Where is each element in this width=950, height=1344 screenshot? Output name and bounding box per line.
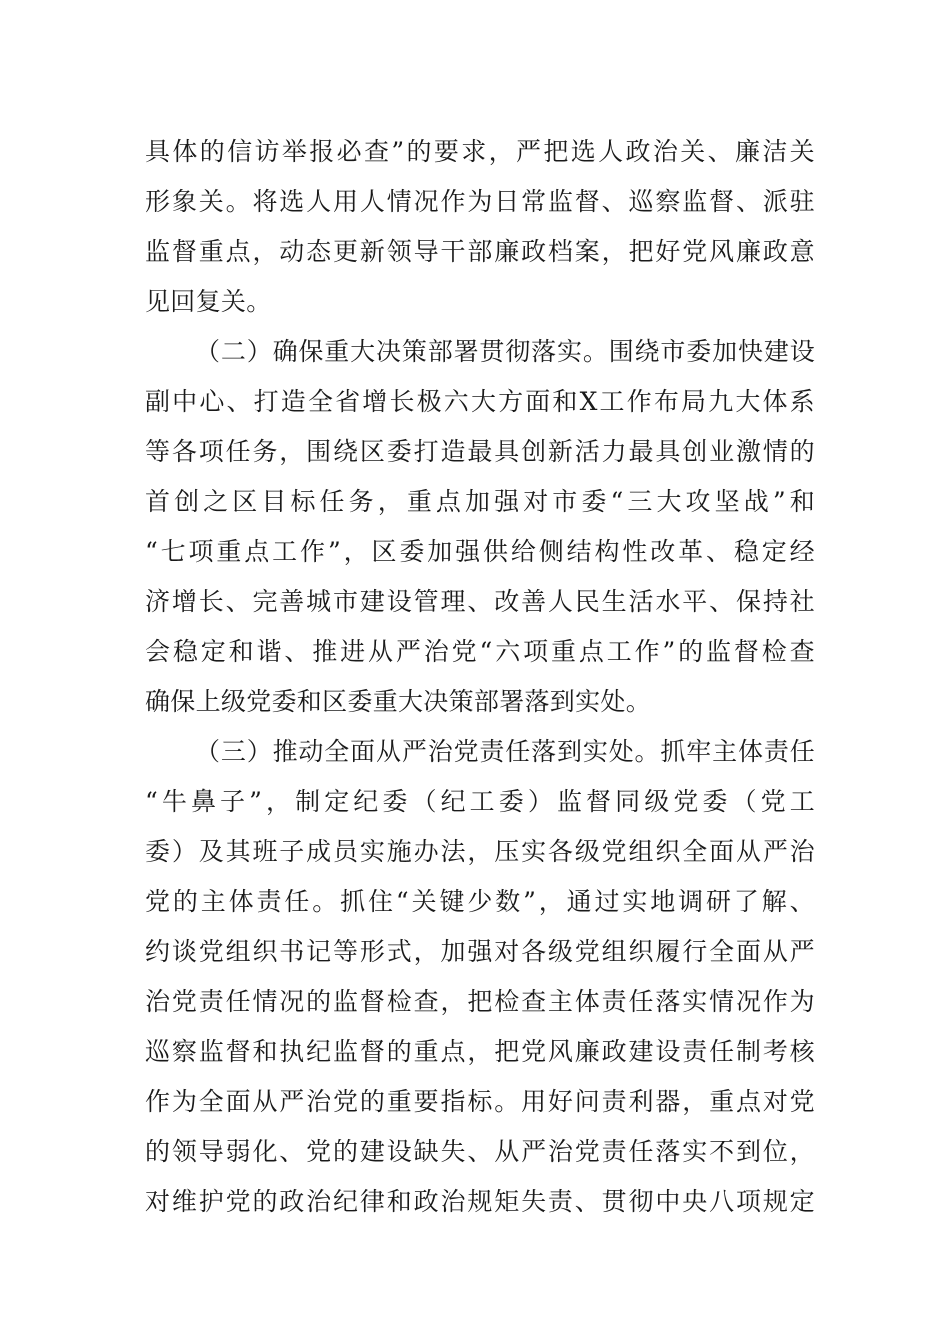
text-line: 具体的信访举报必查”的要求，严把选人政治关、廉洁关 (145, 137, 815, 166)
text-line: 治党责任情况的监督检查，把检查主体责任落实情况作为 (145, 987, 815, 1016)
text-line: 党的主体责任。抓住“关键少数”，通过实地调研了解、 (145, 887, 815, 916)
text-line: 委）及其班子成员实施办法，压实各级党组织全面从严治 (145, 837, 815, 866)
text-line: 约谈党组织书记等形式，加强对各级党组织履行全面从严 (145, 937, 815, 966)
text-line: 形象关。将选人用人情况作为日常监督、巡察监督、派驻 (145, 187, 815, 216)
text-line: 会稳定和谐、推进从严治党“六项重点工作”的监督检查 (145, 637, 815, 666)
text-line: 巡察监督和执纪监督的重点，把党风廉政建设责任制考核 (145, 1037, 815, 1066)
text-line: 作为全面从严治党的重要指标。用好问责利器，重点对党 (145, 1087, 815, 1116)
text-line: 的领导弱化、党的建设缺失、从严治党责任落实不到位， (145, 1137, 815, 1166)
text-line: 对维护党的政治纪律和政治规矩失责、贯彻中央八项规定 (145, 1187, 815, 1216)
text-line: 济增长、完善城市建设管理、改善人民生活水平、保持社 (145, 587, 815, 616)
text-line: 监督重点，动态更新领导干部廉政档案，把好党风廉政意 (145, 237, 815, 266)
text-line: 见回复关。 (145, 287, 272, 316)
text-line: “牛鼻子”，制定纪委（纪工委）监督同级党委（党工 (145, 787, 815, 816)
text-line: 等各项任务，围绕区委打造最具创新活力最具创业激情的 (145, 437, 815, 466)
text-line: 确保上级党委和区委重大决策部署落到实处。 (145, 687, 652, 716)
text-line: 副中心、打造全省增长极六大方面和X工作布局九大体系 (145, 387, 815, 416)
text-line: 首创之区目标任务，重点加强对市委“三大攻坚战”和 (145, 487, 815, 516)
paragraph-heading-2: （二）确保重大决策部署贯彻落实。围绕市委加快建设 (195, 337, 815, 366)
text-line: “七项重点工作”，区委加强供给侧结构性改革、稳定经 (145, 537, 815, 566)
paragraph-heading-3: （三）推动全面从严治党责任落到实处。抓牢主体责任 (195, 737, 815, 766)
